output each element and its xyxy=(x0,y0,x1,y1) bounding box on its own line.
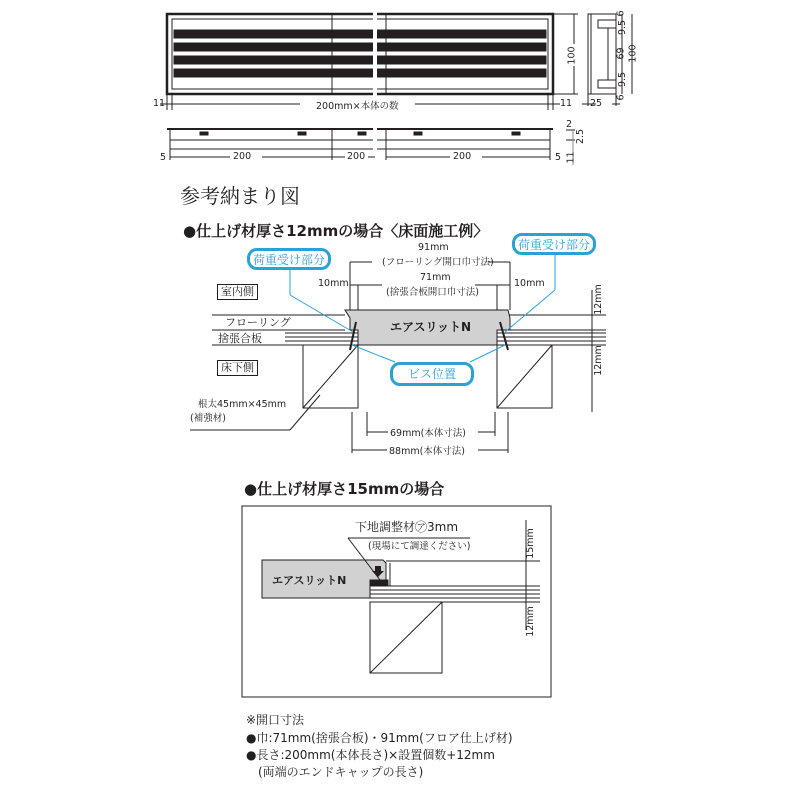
plan-right-end: 5 xyxy=(555,152,562,163)
joist-label: 根太45mm×45mm xyxy=(198,399,287,410)
side-dim-9-5-bottom: 9.5 xyxy=(617,71,629,88)
side-dim-6-top: 6 xyxy=(615,10,627,17)
dim-71: 71mm xyxy=(420,272,451,283)
section-title: 参考納まり図 xyxy=(180,184,300,208)
plan-seg-2: 200 xyxy=(347,151,366,162)
dim-91: 91mm xyxy=(418,242,449,253)
notes-title: ※開口寸法 xyxy=(246,713,305,727)
product-label-12: エアスリットN xyxy=(390,320,472,334)
label-underfloor: 床下側 xyxy=(217,360,258,376)
joist-note: (補強材) xyxy=(190,413,226,424)
front-view xyxy=(160,10,578,110)
dim-12-case15: 12mm xyxy=(524,606,536,637)
dim-10-right: 10mm xyxy=(514,278,545,289)
front-right-end: 11 xyxy=(560,98,573,109)
dim-91-note: (フローリング開口巾寸法) xyxy=(382,257,494,268)
dim-71-note: (捨張合板開口巾寸法) xyxy=(386,287,479,298)
callout-load-right: 荷重受け部分 xyxy=(512,233,596,255)
label-flooring: フローリング xyxy=(225,316,291,329)
callout-load-left: 荷重受け部分 xyxy=(247,248,331,270)
front-width-label: 200mm×本体の数 xyxy=(316,101,399,112)
notes-endcap: (両端のエンドキャップの長さ) xyxy=(258,765,424,779)
callout-screw: ビス位置 xyxy=(390,362,474,386)
side-dim-69: 69 xyxy=(615,47,627,60)
side-dim-6-bottom: 6 xyxy=(615,94,627,101)
label-plywood: 捨張合板 xyxy=(218,332,262,345)
product-label-15: エアスリットN xyxy=(272,574,347,587)
label-indoor: 室内側 xyxy=(217,284,258,300)
case15-heading: ●仕上げ材厚さ15mmの場合 xyxy=(244,480,445,498)
plan-left-end: 5 xyxy=(160,152,167,163)
plan-dim-2: 2 xyxy=(566,119,573,130)
front-left-end: 11 xyxy=(153,98,166,109)
dim-12-bottom: 12mm xyxy=(592,345,604,376)
plan-dim-11: 11 xyxy=(565,151,577,164)
dim-12-top: 12mm xyxy=(592,284,604,315)
plan-seg-3: 200 xyxy=(453,151,472,162)
dim-15: 15mm xyxy=(524,528,536,559)
dim-10-left: 10mm xyxy=(318,278,349,289)
notes-length: ●長さ:200mm(本体長さ)×設置個数+12mm xyxy=(246,748,495,762)
dim-88: 88mm(本体寸法) xyxy=(389,446,466,457)
case12-heading: ●仕上げ材厚さ12mmの場合〈床面施工例〉 xyxy=(183,222,489,240)
plan-dim-2-5: 2.5 xyxy=(575,128,587,145)
plan-view xyxy=(167,125,575,165)
notes-width: ●巾:71mm(捨張合板)・91mm(フロア仕上げ材) xyxy=(246,731,513,745)
side-depth-label: 25 xyxy=(590,98,603,109)
front-height-label: 100 xyxy=(566,46,578,65)
side-dim-9-5-top: 9.5 xyxy=(617,19,629,36)
side-total: 100 xyxy=(627,44,639,63)
shim-note: (現場にて調達ください) xyxy=(368,541,471,552)
dim-69: 69mm(本体寸法) xyxy=(390,428,467,439)
shim-label: 下地調整材㋐3mm xyxy=(355,520,459,534)
plan-seg-1: 200 xyxy=(233,151,252,162)
